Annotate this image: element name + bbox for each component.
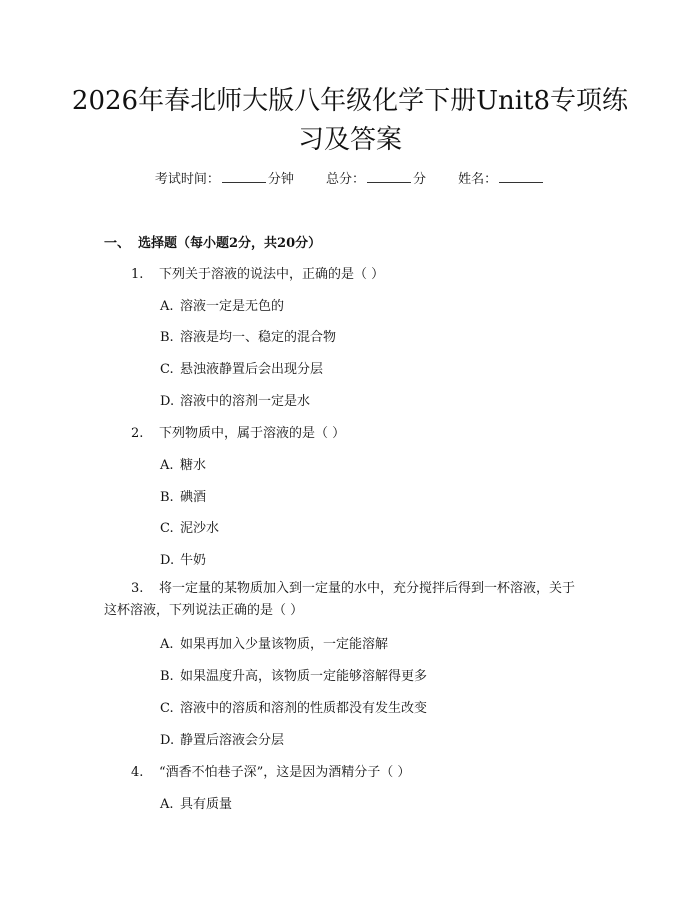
total-score-field: [326, 172, 430, 187]
option-letter: A.: [160, 299, 174, 314]
option-2d: [160, 549, 206, 568]
option-letter: D.: [160, 394, 175, 409]
question-number: 2.: [131, 426, 144, 441]
question-1: [131, 263, 384, 282]
question-text: 将一定量的某物质加入到一定量的水中，充分搅拌后得到一杯溶液，关于: [159, 581, 576, 596]
question-line-1: [104, 578, 604, 600]
option-text: 如果再加入少量该物质，一定能溶解: [180, 637, 389, 652]
total-score-unit: 分: [413, 172, 427, 187]
option-3c: [160, 697, 427, 716]
total-score-label: 总分：: [325, 172, 365, 187]
option-letter: B.: [160, 490, 174, 505]
question-2: [131, 422, 345, 441]
option-letter: C.: [160, 362, 174, 377]
option-3b: [160, 665, 427, 684]
section-number: 一、: [104, 236, 131, 251]
option-text: 泥沙水: [180, 521, 220, 536]
option-text: 溶液中的溶剂一定是水: [180, 394, 311, 409]
section-heading: [104, 232, 321, 251]
question-number: 4.: [131, 765, 144, 780]
option-letter: D.: [160, 733, 175, 748]
section-title: 选择题（每小题2分，共20分）: [138, 236, 322, 251]
option-1c: [160, 358, 323, 377]
exam-info-line: [0, 168, 700, 187]
exam-time-unit: 分钟: [267, 172, 294, 187]
question-text: “酒香不怕巷子深”，这是因为酒精分子（ ）: [159, 765, 411, 780]
option-text: 如果温度升高，该物质一定能够溶解得更多: [180, 669, 428, 684]
option-text: 溶液中的溶质和溶剂的性质都没有发生改变: [180, 701, 428, 716]
option-letter: D.: [160, 553, 175, 568]
exam-time-field: [155, 172, 298, 187]
exam-time-label: 考试时间：: [154, 172, 220, 187]
option-letter: C.: [160, 521, 174, 536]
student-name-label: 姓名：: [458, 172, 498, 187]
question-number: 1.: [131, 267, 144, 282]
option-text: 碘酒: [180, 490, 207, 505]
option-text: 具有质量: [180, 797, 233, 812]
exam-time-blank: [222, 170, 266, 183]
option-2c: [160, 517, 219, 536]
option-letter: A.: [160, 797, 174, 812]
question-text: 下列物质中，属于溶液的是（ ）: [159, 426, 346, 441]
question-text: 下列关于溶液的说法中，正确的是（ ）: [159, 267, 385, 282]
total-score-blank: [367, 170, 411, 183]
option-letter: C.: [160, 701, 174, 716]
question-line-2: 这杯溶液，下列说法正确的是（ ）: [104, 603, 304, 618]
option-letter: B.: [160, 669, 174, 684]
option-1b: [160, 326, 336, 345]
option-2b: [160, 486, 206, 505]
student-name-field: [458, 172, 545, 187]
option-text: 糖水: [180, 458, 207, 473]
option-text: 溶液是均一、稳定的混合物: [180, 330, 337, 345]
option-4a: [160, 793, 232, 812]
question-number: 3.: [131, 581, 144, 596]
option-letter: A.: [160, 458, 174, 473]
question-4: [131, 761, 410, 780]
student-name-blank: [499, 170, 543, 183]
option-3a: [160, 633, 388, 652]
document-title: 2026年春北师大版八年级化学下册Unit8专项练习及答案: [71, 86, 629, 155]
question-3: [104, 578, 604, 622]
option-text: 悬浊液静置后会出现分层: [180, 362, 324, 377]
option-3d: [160, 729, 284, 748]
option-letter: B.: [160, 330, 174, 345]
option-1d: [160, 390, 310, 409]
option-text: 静置后溶液会分层: [180, 733, 285, 748]
option-1a: [160, 295, 284, 314]
option-2a: [160, 454, 206, 473]
option-text: 牛奶: [180, 553, 207, 568]
option-letter: A.: [160, 637, 174, 652]
option-text: 溶液一定是无色的: [180, 299, 285, 314]
